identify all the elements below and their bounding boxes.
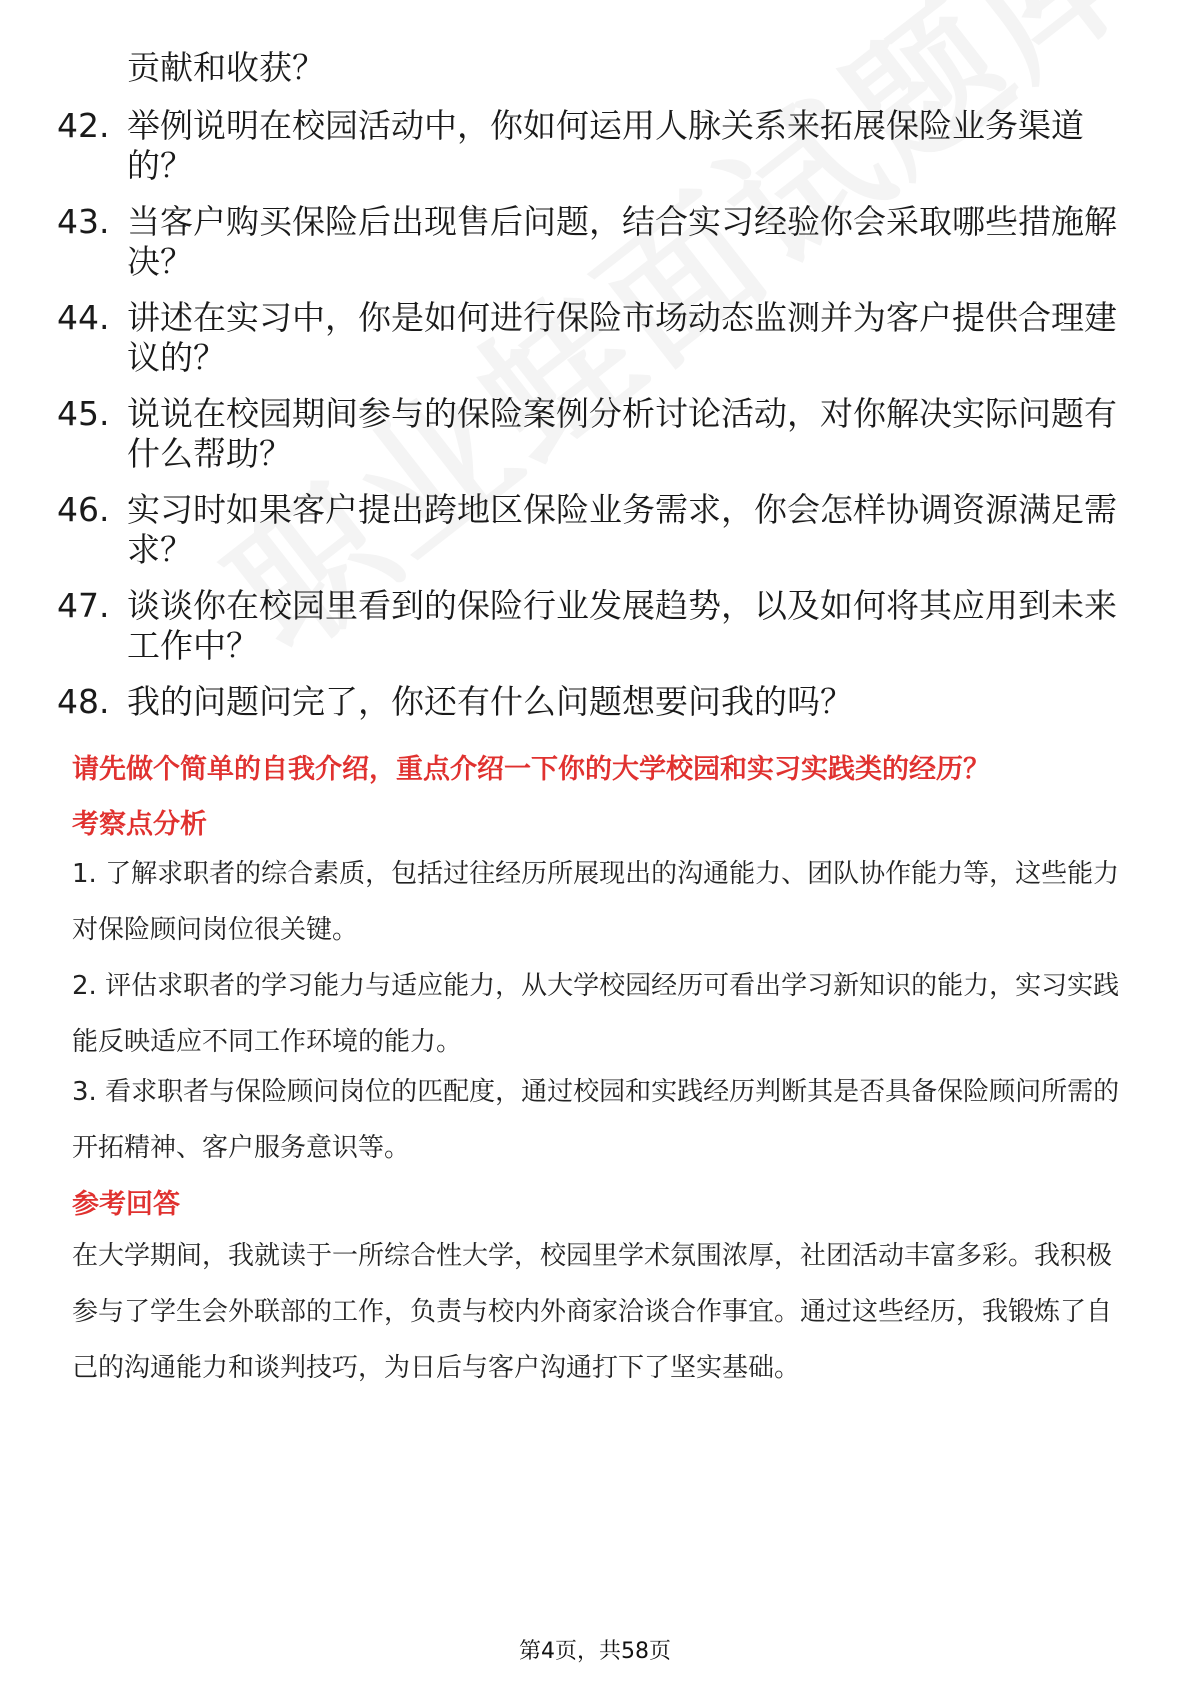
section-question-heading: 请先做个简单的自我介绍，重点介绍一下你的大学校园和实习实践类的经历？ <box>72 754 990 785</box>
question-text: 实习时如果客户提出跨地区保险业务需求，你会怎样协调资源满足需求？ <box>127 490 1117 569</box>
analysis-heading: 考察点分析 <box>72 809 207 840</box>
question-number: 46. <box>57 490 110 529</box>
analysis-point-3: 3. 看求职者与保险顾问岗位的匹配度，通过校园和实践经历判断其是否具备保险顾问所需的开拓精神、客户服务意识等。 <box>72 1077 1120 1163</box>
analysis-point-1: 1. 了解求职者的综合素质，包括过往经历所展现出的沟通能力、团队协作能力等，这些能力对保险顾问岗位很关键。 <box>72 859 1120 945</box>
question-number: 48. <box>57 682 110 721</box>
question-text: 我的问题问完了，你还有什么问题想要问我的吗？ <box>127 682 853 721</box>
answer-text: 在大学期间，我就读于一所综合性大学，校园里学术氛围浓厚，社团活动丰富多彩。我积极参与了学生会外联部的工作，负责与校内外商家洽谈合作事宜。通过这些经历，我锻炼了自己的沟通能力和谈判技巧，为日后与客户沟通打下了坚实基础。 <box>72 1241 1113 1383</box>
question-text: 说说在校园期间参与的保险案例分析讨论活动，对你解决实际问题有什么帮助？ <box>127 394 1117 473</box>
question-text: 讲述在实习中，你是如何进行保险市场动态监测并为客户提供合理建议的？ <box>127 298 1117 377</box>
page-footer: 第4页，共58页 <box>519 1639 671 1664</box>
question-number: 45. <box>57 394 110 433</box>
question-number: 43. <box>57 202 110 241</box>
analysis-point-2: 2. 评估求职者的学习能力与适应能力，从大学校园经历可看出学习新知识的能力，实习实践能反映适应不同工作环境的能力。 <box>72 971 1120 1057</box>
question-number: 44. <box>57 298 110 337</box>
question-text: 当客户购买保险后出现售后问题，结合实习经验你会采取哪些措施解决？ <box>127 202 1117 281</box>
answer-heading: 参考回答 <box>72 1189 180 1220</box>
question-number: 42. <box>57 106 110 145</box>
question-text: 谈谈你在校园里看到的保险行业发展趋势，以及如何将其应用到未来工作中？ <box>127 586 1117 665</box>
question-text: 举例说明在校园活动中，你如何运用人脉关系来拓展保险业务渠道的？ <box>127 106 1084 185</box>
question-text: 贡献和收获？ <box>127 48 325 87</box>
question-number: 47. <box>57 586 110 625</box>
